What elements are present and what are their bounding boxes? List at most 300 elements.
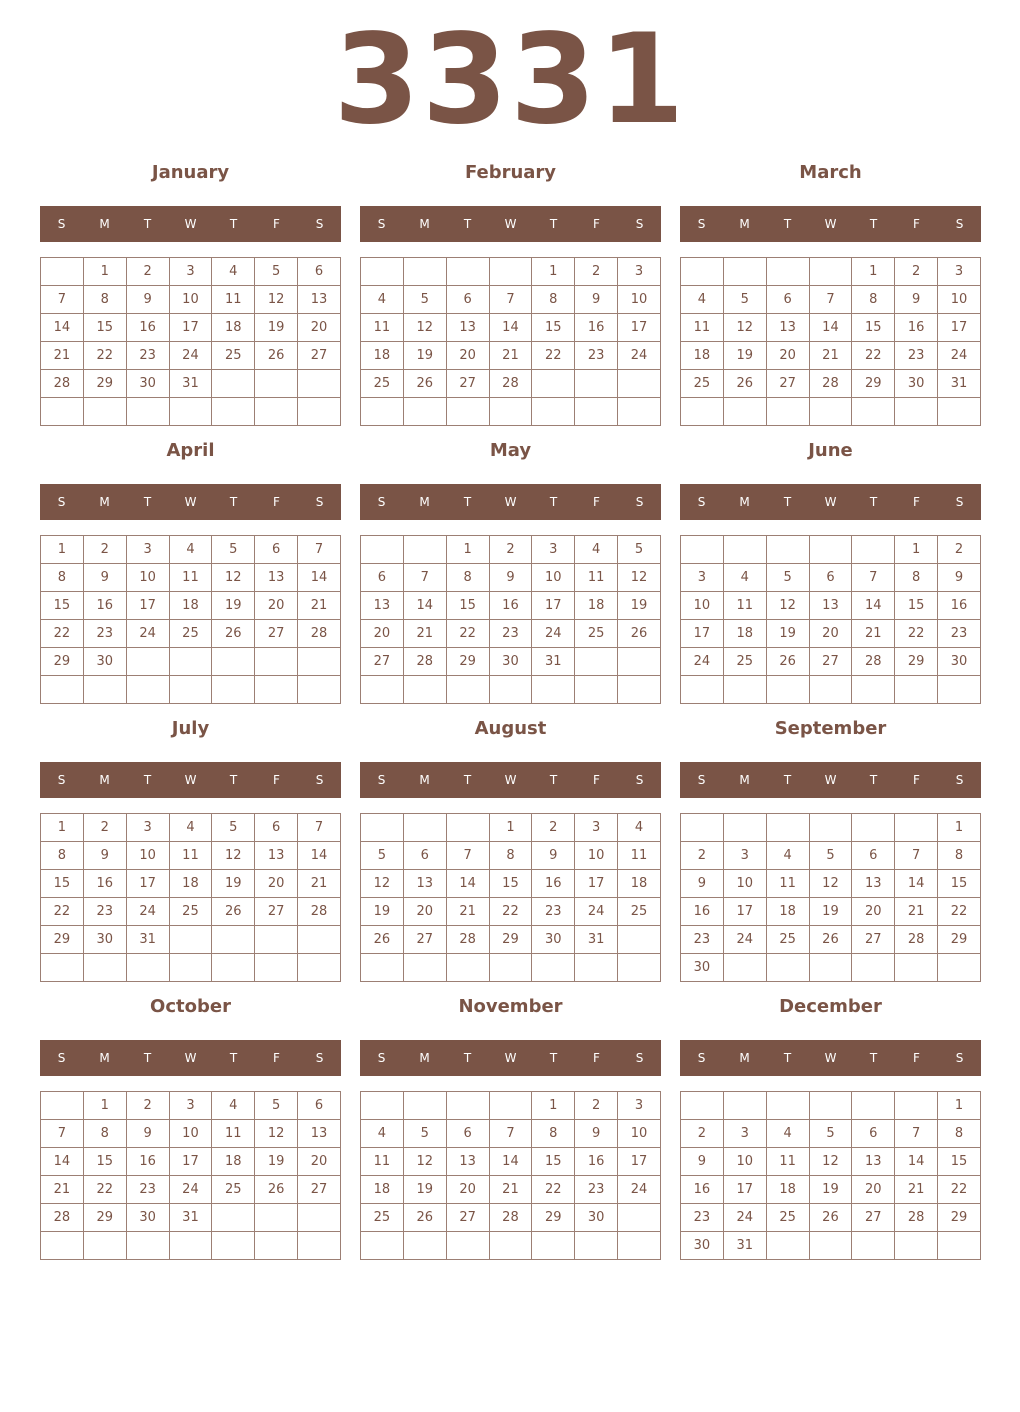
- day-cell: 30: [126, 1204, 169, 1232]
- day-cell: [41, 258, 84, 286]
- day-cell: 1: [852, 258, 895, 286]
- day-cell: 28: [852, 648, 895, 676]
- day-cell: [83, 398, 126, 426]
- week-row: [361, 398, 661, 426]
- weekday-header: T: [869, 773, 878, 787]
- day-cell: 22: [83, 1176, 126, 1204]
- day-cell: 17: [575, 870, 618, 898]
- month-january: [40, 158, 341, 391]
- day-cell: [212, 370, 255, 398]
- weekday-header: M: [99, 217, 110, 231]
- day-cell: 1: [895, 536, 938, 564]
- weekday-header: S: [57, 773, 66, 787]
- weekday-header-bar: [680, 206, 981, 242]
- day-cell: 5: [403, 286, 446, 314]
- day-cell: [532, 1232, 575, 1260]
- day-cell: [169, 648, 212, 676]
- week-row: [41, 926, 341, 954]
- day-cell: [169, 926, 212, 954]
- day-cell: 15: [938, 870, 981, 898]
- day-cell: 23: [938, 620, 981, 648]
- week-row: [41, 564, 341, 592]
- day-cell: 15: [938, 1148, 981, 1176]
- day-cell: [446, 258, 489, 286]
- day-cell: 14: [489, 314, 532, 342]
- weekday-header: M: [419, 773, 430, 787]
- day-cell: 20: [446, 1176, 489, 1204]
- day-cell: [809, 1092, 852, 1120]
- day-cell: 28: [895, 926, 938, 954]
- day-cell: 24: [938, 342, 981, 370]
- day-cell: 10: [723, 870, 766, 898]
- day-cell: 5: [255, 1092, 298, 1120]
- day-cell: [618, 370, 661, 398]
- day-cell: 3: [938, 258, 981, 286]
- weekday-header: F: [593, 217, 600, 231]
- day-cell: 15: [532, 1148, 575, 1176]
- day-cell: [212, 1232, 255, 1260]
- weekday-header: W: [824, 773, 837, 787]
- day-cell: 11: [681, 314, 724, 342]
- day-cell: [618, 954, 661, 982]
- day-cell: 25: [681, 370, 724, 398]
- day-cell: [852, 1232, 895, 1260]
- day-cell: 22: [532, 342, 575, 370]
- day-cell: 6: [852, 842, 895, 870]
- weekday-header: F: [913, 217, 920, 231]
- day-cell: 7: [489, 286, 532, 314]
- day-cell: 3: [126, 536, 169, 564]
- day-cell: [938, 1232, 981, 1260]
- weekday-header-bar: [40, 484, 341, 520]
- week-row: [41, 314, 341, 342]
- day-cell: 18: [169, 592, 212, 620]
- week-row: [361, 1232, 661, 1260]
- day-cell: 8: [83, 1120, 126, 1148]
- day-cell: [212, 648, 255, 676]
- day-cell: 3: [618, 1092, 661, 1120]
- day-cell: 1: [41, 814, 84, 842]
- week-row: [681, 1176, 981, 1204]
- day-cell: 26: [255, 342, 298, 370]
- day-cell: [403, 1232, 446, 1260]
- day-cell: 15: [852, 314, 895, 342]
- day-cell: [489, 676, 532, 704]
- day-cell: 17: [532, 592, 575, 620]
- day-cell: 12: [723, 314, 766, 342]
- day-cell: 12: [809, 1148, 852, 1176]
- day-cell: 27: [446, 370, 489, 398]
- day-cell: [255, 370, 298, 398]
- weekday-header: F: [273, 217, 280, 231]
- day-cell: 4: [681, 286, 724, 314]
- week-row: [681, 342, 981, 370]
- week-row: [41, 398, 341, 426]
- day-cell: 8: [938, 1120, 981, 1148]
- day-cell: 11: [618, 842, 661, 870]
- weekday-header-bar: [680, 484, 981, 520]
- day-cell: 5: [403, 1120, 446, 1148]
- week-row: [361, 898, 661, 926]
- day-cell: 27: [255, 898, 298, 926]
- day-cell: 15: [83, 314, 126, 342]
- day-cell: 19: [766, 620, 809, 648]
- day-grid: [680, 257, 981, 426]
- day-cell: [766, 1092, 809, 1120]
- weekday-header: T: [869, 217, 878, 231]
- day-cell: 16: [83, 870, 126, 898]
- day-cell: [938, 398, 981, 426]
- day-cell: [126, 676, 169, 704]
- day-cell: 18: [361, 342, 404, 370]
- day-cell: [41, 398, 84, 426]
- day-cell: [723, 398, 766, 426]
- day-cell: 24: [575, 898, 618, 926]
- day-cell: 23: [681, 926, 724, 954]
- weekday-header: S: [955, 217, 964, 231]
- week-row: [681, 1092, 981, 1120]
- day-cell: 2: [532, 814, 575, 842]
- day-cell: 7: [403, 564, 446, 592]
- week-row: [41, 870, 341, 898]
- weekday-header: T: [869, 1051, 878, 1065]
- day-cell: 12: [255, 1120, 298, 1148]
- day-cell: 2: [681, 1120, 724, 1148]
- day-cell: 23: [575, 342, 618, 370]
- day-cell: 4: [361, 1120, 404, 1148]
- day-cell: 17: [126, 870, 169, 898]
- day-cell: 30: [895, 370, 938, 398]
- day-cell: 23: [895, 342, 938, 370]
- day-cell: [446, 954, 489, 982]
- day-cell: 27: [809, 648, 852, 676]
- day-cell: 25: [766, 926, 809, 954]
- day-cell: [766, 1232, 809, 1260]
- weekday-header-bar: [40, 1040, 341, 1076]
- day-cell: [618, 648, 661, 676]
- day-cell: 15: [489, 870, 532, 898]
- day-cell: 18: [723, 620, 766, 648]
- day-cell: [618, 398, 661, 426]
- weekday-header: W: [824, 217, 837, 231]
- day-cell: [403, 398, 446, 426]
- weekday-header: S: [635, 1051, 644, 1065]
- month-october: [40, 992, 341, 1225]
- week-row: [681, 842, 981, 870]
- day-cell: 22: [446, 620, 489, 648]
- week-row: [41, 258, 341, 286]
- week-row: [41, 898, 341, 926]
- day-cell: [298, 370, 341, 398]
- day-cell: 18: [575, 592, 618, 620]
- day-cell: [403, 814, 446, 842]
- day-cell: [298, 676, 341, 704]
- day-cell: [618, 1204, 661, 1232]
- day-cell: 21: [446, 898, 489, 926]
- weekday-header: S: [955, 495, 964, 509]
- day-cell: 7: [446, 842, 489, 870]
- day-cell: 26: [723, 370, 766, 398]
- day-cell: [681, 258, 724, 286]
- day-cell: 6: [361, 564, 404, 592]
- day-cell: [895, 814, 938, 842]
- day-cell: [298, 648, 341, 676]
- weekday-header: T: [229, 217, 238, 231]
- day-cell: 8: [489, 842, 532, 870]
- day-cell: 5: [361, 842, 404, 870]
- day-grid: [680, 535, 981, 704]
- week-row: [361, 286, 661, 314]
- week-row: [681, 564, 981, 592]
- day-cell: [298, 926, 341, 954]
- weekday-header: M: [99, 1051, 110, 1065]
- day-cell: [403, 258, 446, 286]
- day-cell: 24: [618, 342, 661, 370]
- day-cell: [895, 676, 938, 704]
- day-cell: [403, 954, 446, 982]
- week-row: [41, 286, 341, 314]
- day-cell: 22: [938, 1176, 981, 1204]
- week-row: [41, 648, 341, 676]
- day-cell: 17: [681, 620, 724, 648]
- day-cell: [255, 676, 298, 704]
- day-cell: [723, 1092, 766, 1120]
- day-cell: 4: [575, 536, 618, 564]
- day-cell: [298, 398, 341, 426]
- day-cell: [169, 398, 212, 426]
- week-row: [361, 814, 661, 842]
- day-cell: 9: [575, 1120, 618, 1148]
- day-cell: 17: [169, 1148, 212, 1176]
- day-cell: [895, 954, 938, 982]
- day-cell: [723, 814, 766, 842]
- day-cell: [361, 676, 404, 704]
- day-cell: 14: [298, 842, 341, 870]
- day-cell: 4: [361, 286, 404, 314]
- day-cell: [126, 1232, 169, 1260]
- day-cell: 26: [809, 926, 852, 954]
- week-row: [681, 1232, 981, 1260]
- day-cell: 14: [489, 1148, 532, 1176]
- day-cell: [895, 1092, 938, 1120]
- day-cell: [575, 370, 618, 398]
- day-cell: [575, 676, 618, 704]
- day-cell: 12: [809, 870, 852, 898]
- month-may: [360, 436, 661, 669]
- weekday-header: F: [593, 1051, 600, 1065]
- weekday-header: S: [697, 217, 706, 231]
- day-cell: 2: [126, 258, 169, 286]
- day-cell: 31: [938, 370, 981, 398]
- day-cell: 25: [361, 1204, 404, 1232]
- day-cell: 8: [852, 286, 895, 314]
- week-row: [361, 676, 661, 704]
- day-cell: 20: [403, 898, 446, 926]
- weekday-header: T: [549, 217, 558, 231]
- day-cell: 21: [41, 1176, 84, 1204]
- day-cell: 8: [532, 286, 575, 314]
- day-cell: 13: [852, 1148, 895, 1176]
- day-cell: 12: [403, 314, 446, 342]
- day-cell: 13: [809, 592, 852, 620]
- day-cell: [723, 258, 766, 286]
- day-cell: 30: [83, 648, 126, 676]
- day-cell: [255, 398, 298, 426]
- week-row: [361, 1204, 661, 1232]
- day-cell: 2: [938, 536, 981, 564]
- day-cell: 12: [212, 842, 255, 870]
- day-cell: [852, 1092, 895, 1120]
- day-cell: 2: [575, 1092, 618, 1120]
- weekday-header-bar: [680, 762, 981, 798]
- day-cell: 16: [575, 1148, 618, 1176]
- day-cell: 19: [618, 592, 661, 620]
- day-cell: 10: [938, 286, 981, 314]
- day-cell: 15: [446, 592, 489, 620]
- day-cell: 1: [83, 1092, 126, 1120]
- day-cell: 23: [126, 1176, 169, 1204]
- day-cell: 25: [575, 620, 618, 648]
- day-cell: 4: [169, 814, 212, 842]
- weekday-header: W: [504, 773, 517, 787]
- day-cell: [446, 398, 489, 426]
- week-row: [681, 870, 981, 898]
- weekday-header: F: [273, 773, 280, 787]
- day-cell: 16: [895, 314, 938, 342]
- day-cell: 12: [255, 286, 298, 314]
- day-cell: 20: [852, 1176, 895, 1204]
- weekday-header: S: [697, 1051, 706, 1065]
- week-row: [681, 898, 981, 926]
- day-cell: 2: [126, 1092, 169, 1120]
- day-cell: 10: [681, 592, 724, 620]
- day-cell: 6: [446, 286, 489, 314]
- day-cell: 13: [446, 314, 489, 342]
- day-cell: 7: [489, 1120, 532, 1148]
- weekday-header: T: [229, 495, 238, 509]
- weekday-header: T: [143, 495, 152, 509]
- day-cell: 9: [83, 564, 126, 592]
- day-cell: 11: [575, 564, 618, 592]
- weekday-header: T: [463, 773, 472, 787]
- day-cell: [809, 536, 852, 564]
- day-cell: [852, 536, 895, 564]
- day-grid: [40, 1091, 341, 1260]
- day-cell: 6: [255, 814, 298, 842]
- month-title: September: [774, 718, 887, 739]
- weekday-header: S: [377, 1051, 386, 1065]
- day-cell: 30: [938, 648, 981, 676]
- month-title: December: [779, 996, 882, 1017]
- day-cell: 28: [403, 648, 446, 676]
- weekday-header: T: [549, 773, 558, 787]
- day-cell: 3: [126, 814, 169, 842]
- day-cell: 22: [532, 1176, 575, 1204]
- day-cell: [766, 536, 809, 564]
- day-cell: 25: [766, 1204, 809, 1232]
- week-row: [41, 1176, 341, 1204]
- day-cell: 30: [489, 648, 532, 676]
- day-grid: [680, 813, 981, 982]
- weekday-header: T: [783, 1051, 792, 1065]
- day-cell: 30: [681, 954, 724, 982]
- day-cell: 25: [618, 898, 661, 926]
- day-cell: 28: [298, 898, 341, 926]
- day-cell: 22: [938, 898, 981, 926]
- month-title: May: [489, 440, 532, 461]
- day-cell: 19: [212, 870, 255, 898]
- day-cell: 6: [298, 1092, 341, 1120]
- day-cell: 11: [361, 314, 404, 342]
- day-cell: [83, 676, 126, 704]
- day-cell: 23: [489, 620, 532, 648]
- day-cell: 12: [618, 564, 661, 592]
- day-cell: 2: [83, 536, 126, 564]
- day-cell: 25: [212, 1176, 255, 1204]
- day-cell: [298, 954, 341, 982]
- day-cell: [852, 398, 895, 426]
- day-cell: 29: [938, 1204, 981, 1232]
- day-cell: 8: [532, 1120, 575, 1148]
- day-grid: [360, 535, 661, 704]
- day-cell: 24: [126, 620, 169, 648]
- day-cell: [361, 814, 404, 842]
- weekday-header: S: [377, 217, 386, 231]
- day-cell: 31: [532, 648, 575, 676]
- weekday-header: T: [549, 495, 558, 509]
- weekday-header: T: [463, 217, 472, 231]
- day-cell: 18: [618, 870, 661, 898]
- day-cell: 18: [212, 1148, 255, 1176]
- day-cell: 14: [41, 314, 84, 342]
- day-cell: [618, 926, 661, 954]
- day-cell: 31: [169, 370, 212, 398]
- day-cell: 24: [618, 1176, 661, 1204]
- weekday-header: T: [143, 773, 152, 787]
- day-cell: 1: [938, 814, 981, 842]
- day-cell: 10: [126, 564, 169, 592]
- day-cell: 13: [766, 314, 809, 342]
- day-cell: [361, 1232, 404, 1260]
- week-row: [361, 564, 661, 592]
- week-row: [361, 1120, 661, 1148]
- day-cell: 27: [446, 1204, 489, 1232]
- day-cell: 31: [723, 1232, 766, 1260]
- day-cell: [361, 258, 404, 286]
- month-june: [680, 436, 981, 669]
- day-cell: 17: [723, 898, 766, 926]
- day-cell: 24: [723, 926, 766, 954]
- day-cell: 25: [169, 620, 212, 648]
- week-row: [41, 592, 341, 620]
- month-july: [40, 714, 341, 947]
- day-cell: 14: [895, 1148, 938, 1176]
- day-cell: [41, 676, 84, 704]
- day-cell: 13: [255, 564, 298, 592]
- day-cell: 11: [723, 592, 766, 620]
- weekday-header-bar: [360, 1040, 661, 1076]
- day-cell: 7: [298, 536, 341, 564]
- day-cell: [212, 676, 255, 704]
- week-row: [361, 258, 661, 286]
- day-cell: [618, 676, 661, 704]
- day-cell: 22: [41, 898, 84, 926]
- day-cell: 6: [403, 842, 446, 870]
- year-title: 3331: [333, 8, 687, 152]
- weekday-header: T: [549, 1051, 558, 1065]
- week-row: [361, 870, 661, 898]
- day-cell: [681, 814, 724, 842]
